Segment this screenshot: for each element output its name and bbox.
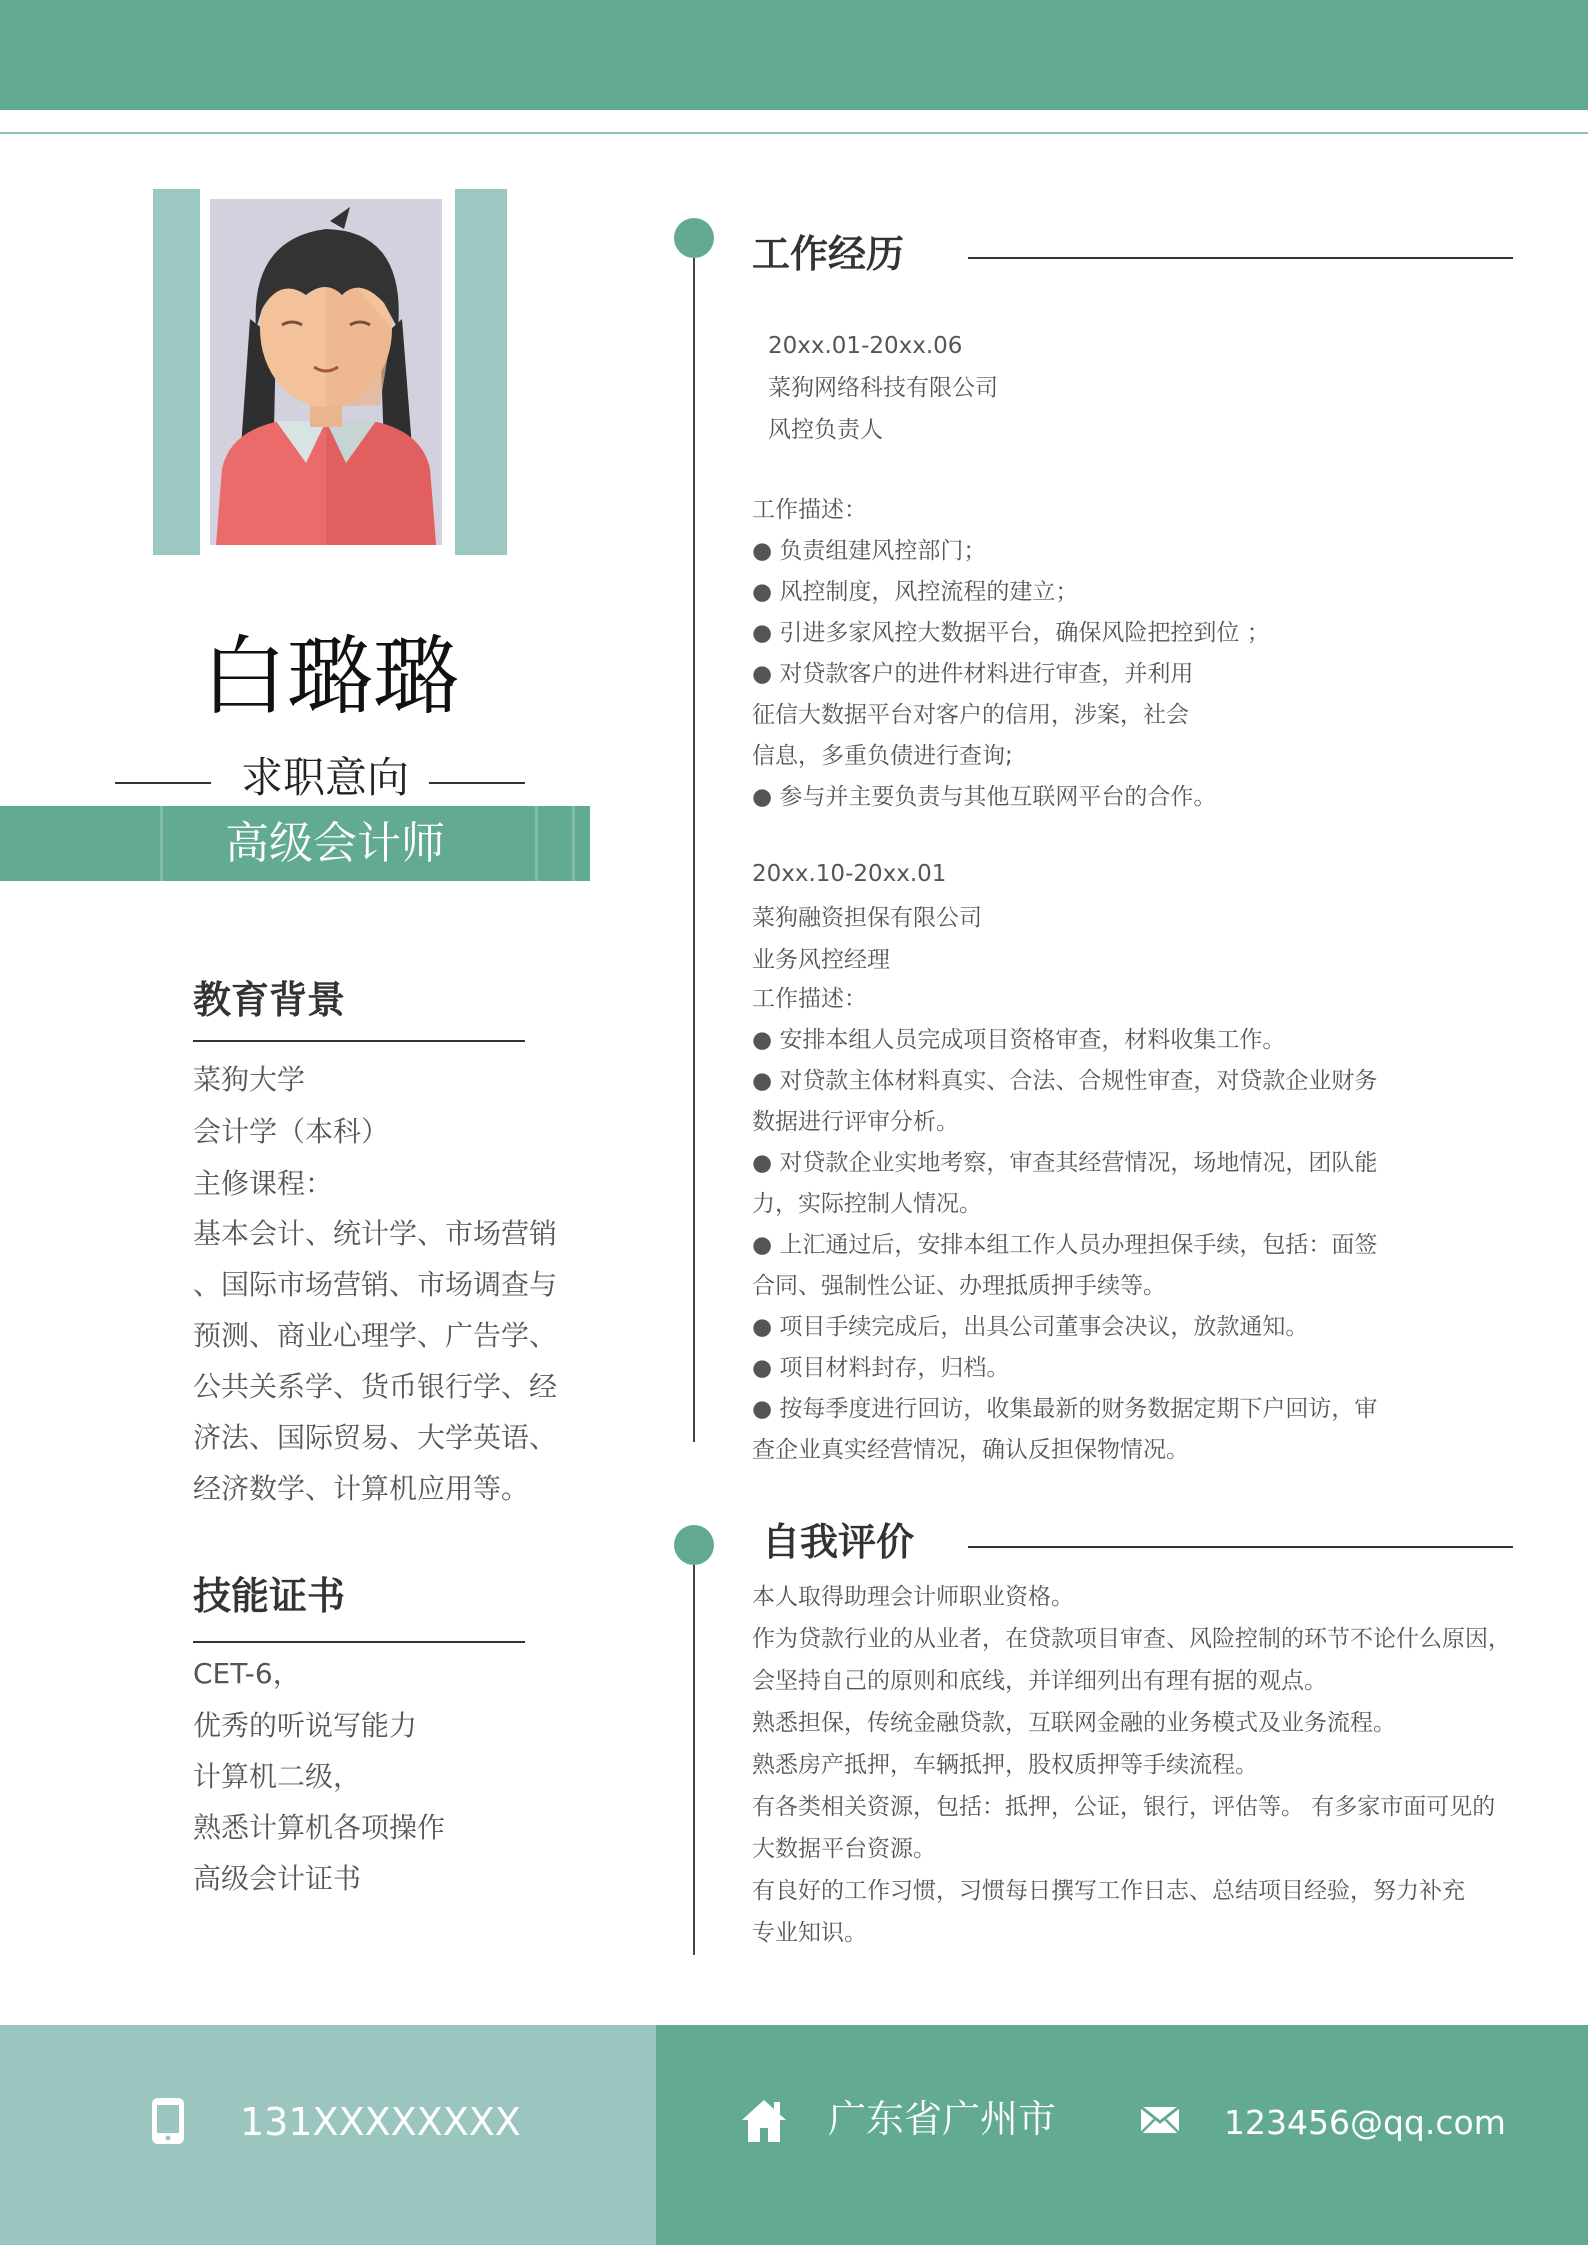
job1-desc-line: ● 对贷款客户的进件材料进行审查，并利用 [752,661,1194,687]
job2-desc-line: ● 安排本组人员完成项目资格审查，材料收集工作。 [752,1027,1286,1053]
job1-description [752,496,1270,824]
job2-desc-line: 力，实际控制人情况。 [752,1191,982,1217]
education-course-line: 济法、国际贸易、大学英语、 [193,1421,558,1454]
self-eval-line: 会坚持自己的原则和底线，并详细列出有理有据的观点。 [752,1668,1327,1694]
job2-desc-line: ● 按每季度进行回访，收集最新的财务数据定期下户回访，审 [752,1396,1378,1422]
job1-desc-line: ● 负责组建风控部门； [752,538,987,564]
skills-rule [193,1641,525,1643]
home-icon [740,2098,788,2144]
timeline-line [693,1545,695,1955]
self-eval-line: 有良好的工作习惯，习惯每日撰写工作日志、总结项目经验，努力补充 [752,1878,1465,1904]
job-intention-label: 求职意向 [240,753,409,802]
header-rule [0,132,1588,134]
education-course-line: 预测、商业心理学、广告学、 [193,1319,558,1352]
job2-desc-line: ● 对贷款主体材料真实、合法、合规性审查，对贷款企业财务 [752,1068,1378,1094]
skills-block [193,1656,613,1912]
self-eval-line: 熟悉担保，传统金融贷款，互联网金融的业务模式及业务流程。 [752,1710,1396,1736]
self-eval-line: 大数据平台资源。 [752,1836,936,1862]
timeline-line [693,237,695,1442]
contact-address: 广东省广州市 [828,2097,1057,2141]
work-title: 工作经历 [752,232,905,276]
job2-period: 20xx.10-20xx.01 [752,861,947,887]
job2-block [752,860,1377,1477]
education-block [193,1062,613,1522]
job2-desc-label: 工作描述： [752,986,867,1012]
self-eval-line: 作为贷款行业的从业者，在贷款项目审查、风险控制的环节不论什么原因， [752,1626,1511,1652]
self-eval-line: 本人取得助理会计师职业资格。 [752,1584,1074,1610]
skill-item: 高级会计证书 [193,1862,362,1895]
job1-desc-line: ● 参与并主要负责与其他互联网平台的合作。 [752,784,1217,810]
job-intention-row [115,750,525,806]
self-eval-block [752,1583,1511,1961]
job1-desc-line: 信息，多重负债进行查询; [752,743,1013,769]
skill-item: 计算机二级， [193,1760,362,1793]
job2-role: 业务风控经理 [752,947,890,973]
education-course-line: 基本会计、统计学、市场营销 [193,1217,558,1250]
contact-email: 123456@qq.com [1224,2103,1506,2142]
job2-desc-line: 查企业真实经营情况，确认反担保物情况。 [752,1437,1189,1463]
job2-company: 菜狗融资担保有限公司 [752,905,982,931]
contact-phone: 131XXXXXXXX [240,2100,521,2144]
education-courses-label: 主修课程： [193,1167,334,1200]
job2-desc-line: ● 项目材料封存，归档。 [752,1355,1010,1381]
intent-left-rule [115,782,211,784]
job-title: 高级会计师 [225,818,445,869]
job1-desc-line: ● 引进多家风控大数据平台，确保风险把控到位 ； [752,620,1270,646]
education-course-line: 、国际市场营销、市场调查与 [193,1268,558,1301]
job1-role: 风控负责人 [768,417,883,443]
timeline-dot [674,218,714,258]
job1-company: 菜狗网络科技有限公司 [768,375,998,401]
self-eval-line: 专业知识。 [752,1920,867,1946]
candidate-name: 白璐璐 [201,627,459,727]
timeline-dot [674,1525,714,1565]
education-school: 菜狗大学 [193,1063,306,1096]
job1-desc-label: 工作描述： [752,497,867,523]
self-eval-rule [968,1546,1513,1548]
self-eval-line: 熟悉房产抵押，车辆抵押，股权质押等手续流程。 [752,1752,1258,1778]
work-rule [968,257,1513,259]
self-eval-line: 有各类相关资源，包括：抵押，公证，银行，评估等。 有多家市面可见的 [752,1794,1496,1820]
job1-header [768,332,998,458]
education-title: 教育背景 [193,978,346,1022]
job1-period: 20xx.01-20xx.06 [768,333,963,359]
job1-desc-line: ● 风控制度，风控流程的建立； [752,579,1079,605]
avatar-photo [210,199,442,545]
skills-title: 技能证书 [193,1574,346,1618]
intent-right-rule [429,782,525,784]
skill-item: CET-6， [193,1657,301,1690]
job1-desc-line: 征信大数据平台对客户的信用，涉案，社会 [752,702,1189,728]
band-stripe [572,806,575,881]
job2-desc-line: ● 对贷款企业实地考察，审查其经营情况，场地情况，团队能 [752,1150,1378,1176]
education-course-line: 经济数学、计算机应用等。 [193,1472,530,1505]
job2-desc-line: 数据进行评审分析。 [752,1109,959,1135]
skill-item: 优秀的听说写能力 [193,1709,418,1742]
job2-desc-line: ● 项目手续完成后，出具公司董事会决议，放款通知。 [752,1314,1309,1340]
skill-item: 熟悉计算机各项操作 [193,1811,446,1844]
band-stripe [535,806,538,881]
phone-icon [150,2096,186,2146]
education-major: 会计学（本科） [193,1115,390,1148]
job2-desc-line: ● 上汇通过后，安排本组工作人员办理担保手续，包括：面签 [752,1232,1378,1258]
job2-desc-line: 合同、强制性公证、办理抵质押手续等。 [752,1273,1166,1299]
education-rule [193,1040,525,1042]
mail-icon [1140,2106,1180,2134]
self-eval-title: 自我评价 [762,1520,915,1564]
education-course-line: 公共关系学、货币银行学、经 [193,1370,558,1403]
header-band [0,0,1588,110]
